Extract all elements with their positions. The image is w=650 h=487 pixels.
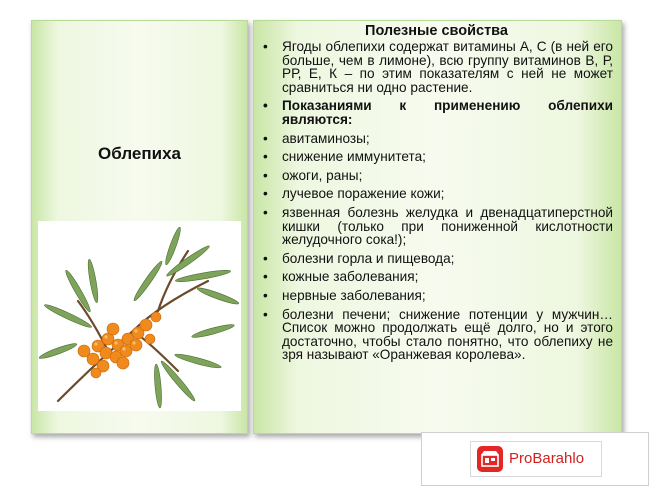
list-item: • нервные заболевания; [260, 289, 613, 303]
list-item: • болезни горла и пищевода; [260, 252, 613, 266]
badge-text: ProBarahlo [509, 450, 585, 467]
properties-heading: Полезные свойства [365, 23, 508, 39]
left-panel [31, 20, 248, 434]
list-item: • кожные заболевания; [260, 270, 613, 284]
properties-list [260, 40, 613, 362]
list-item-indications: • Показаниями к применению облепихи являются: [260, 99, 613, 126]
list-item: • язвенная болезнь желудка и двенадцатиперстной кишки (только при пониженной кислотности желудочного сока!); [260, 206, 613, 247]
list-item: • ожоги, раны; [260, 169, 613, 183]
plant-title: Облепиха [98, 144, 181, 163]
list-item: • снижение иммунитета; [260, 150, 613, 164]
sea-buckthorn-illustration [38, 221, 241, 411]
properties-content [260, 23, 613, 367]
probarahlo-badge[interactable] [421, 432, 649, 486]
badge-logo[interactable] [470, 441, 602, 477]
list-item: • лучевое поражение кожи; [260, 187, 613, 201]
store-icon [477, 446, 503, 472]
right-panel [253, 20, 622, 434]
list-item: • болезни печени; снижение потенции у мужчин… Список можно продолжать ещё долго, но и этого достаточно, чтобы стало понятно, что облепиху не зря называют «Оранжевая королева». [260, 308, 613, 362]
list-item: • авитаминозы; [260, 132, 613, 146]
list-item: • Ягоды облепихи содержат витамины А, С (в ней его больше, чем в лимоне), всю группу витаминов В, Р, РР, Е, К – по этим показателям с ней не может сравниться ни одно растение. [260, 40, 613, 94]
sea-buckthorn-drawing [38, 221, 241, 411]
